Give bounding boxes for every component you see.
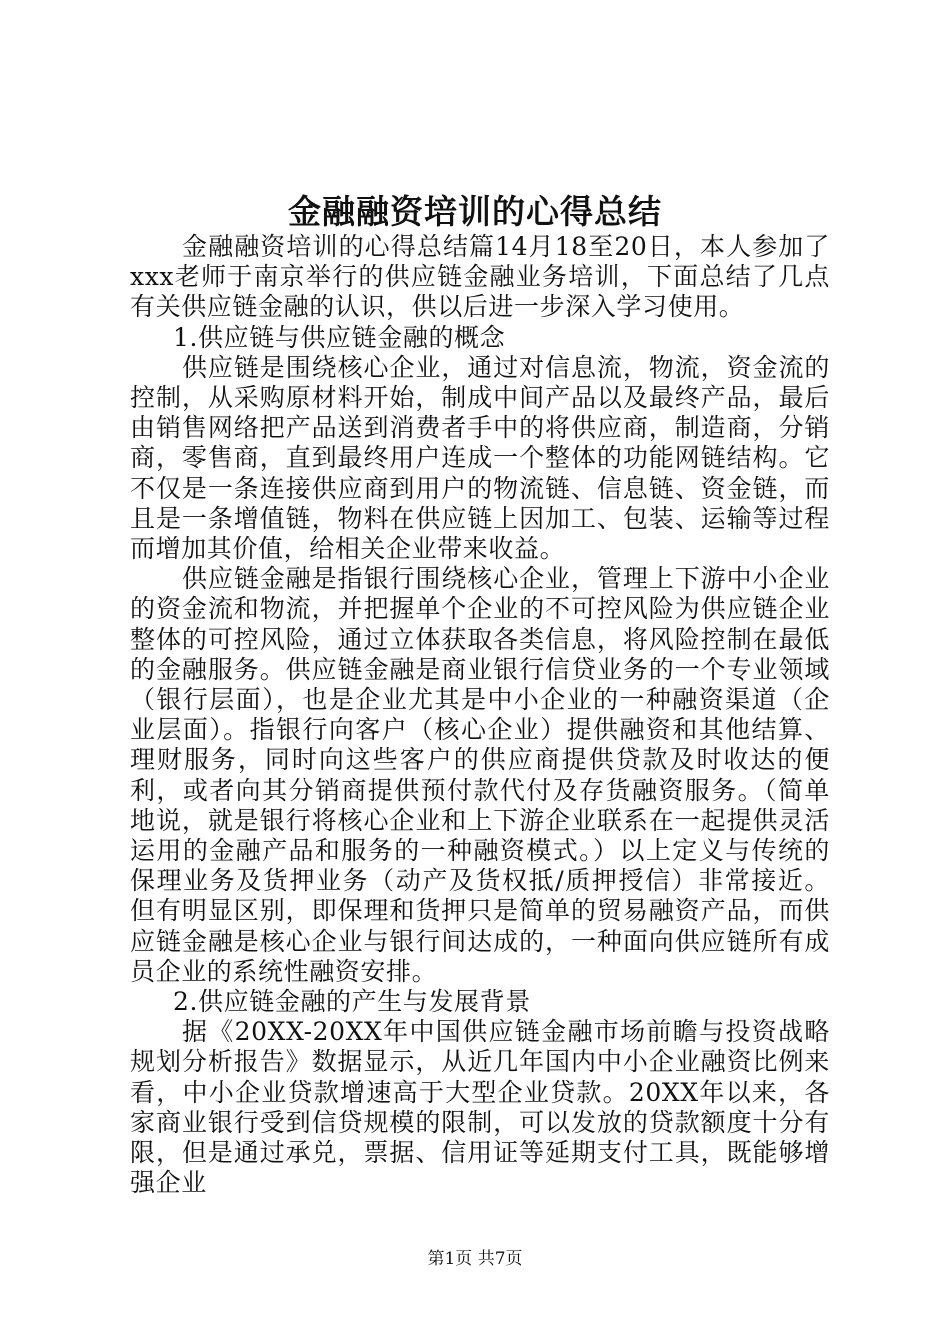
paragraph-background: 据《20XX-20XX年中国供应链金融市场前瞻与投资战略规划分析报告》数据显示，从近几年国内中小企业融资比例来看，中小企业贷款增速高于大型企业贷款。20XX年以来，各家商业银行受到信贷规模的限制，可以发放的贷款额度十分有限，但是通过承兑，票据、信用证等延期支付工具，既能够增强企业: [130, 1017, 830, 1198]
page-footer: 第1页 共7页: [427, 1249, 523, 1269]
document-body: [130, 232, 830, 1199]
section-heading-2: 2.供应链金融的产生与发展背景: [173, 987, 531, 1017]
section-heading-1: 1.供应链与供应链金融的概念: [173, 322, 506, 352]
document-title: 金融融资培训的心得总结: [288, 192, 662, 231]
paragraph-supply-chain-finance: 供应链金融是指银行围绕核心企业，管理上下游中小企业的资金流和物流，并把握单个企业的不可控风险为供应链企业整体的可控风险，通过立体获取各类信息，将风险控制在最低的金融服务。供应链金融是商业银行信贷业务的一个专业领域（银行层面），也是企业尤其是中小企业的一种融资渠道（企业层面）。指银行向客户（核心企业）提供融资和其他结算、理财服务，同时向这些客户的供应商提供贷款及时收达的便利，或者向其分销商提供预付款代付及存货融资服务。（简单地说，就是银行将核心企业和上下游企业联系在一起提供灵活运用的金融产品和服务的一种融资模式。）以上定义与传统的保理业务及货押业务（动产及货权抵/质押授信）非常接近。但有明显区别，即保理和货押只是简单的贸易融资产品，而供应链金融是核心企业与银行间达成的，一种面向供应链所有成员企业的系统性融资安排。: [130, 564, 830, 986]
paragraph-intro: 金融融资培训的心得总结篇14月18至20日，本人参加了xxx老师于南京举行的供应链金融业务培训，下面总结了几点有关供应链金融的认识，供以后进一步深入学习使用。: [130, 232, 830, 322]
paragraph-supply-chain: 供应链是围绕核心企业，通过对信息流，物流，资金流的控制，从采购原材料开始，制成中间产品以及最终产品，最后由销售网络把产品送到消费者手中的将供应商，制造商，分销商，零售商，直到最终用户连成一个整体的功能网链结构。它不仅是一条连接供应商到用户的物流链、信息链、资金链，而且是一条增值链，物料在供应链上因加工、包装、运输等过程而增加其价值，给相关企业带来收益。: [130, 352, 830, 564]
